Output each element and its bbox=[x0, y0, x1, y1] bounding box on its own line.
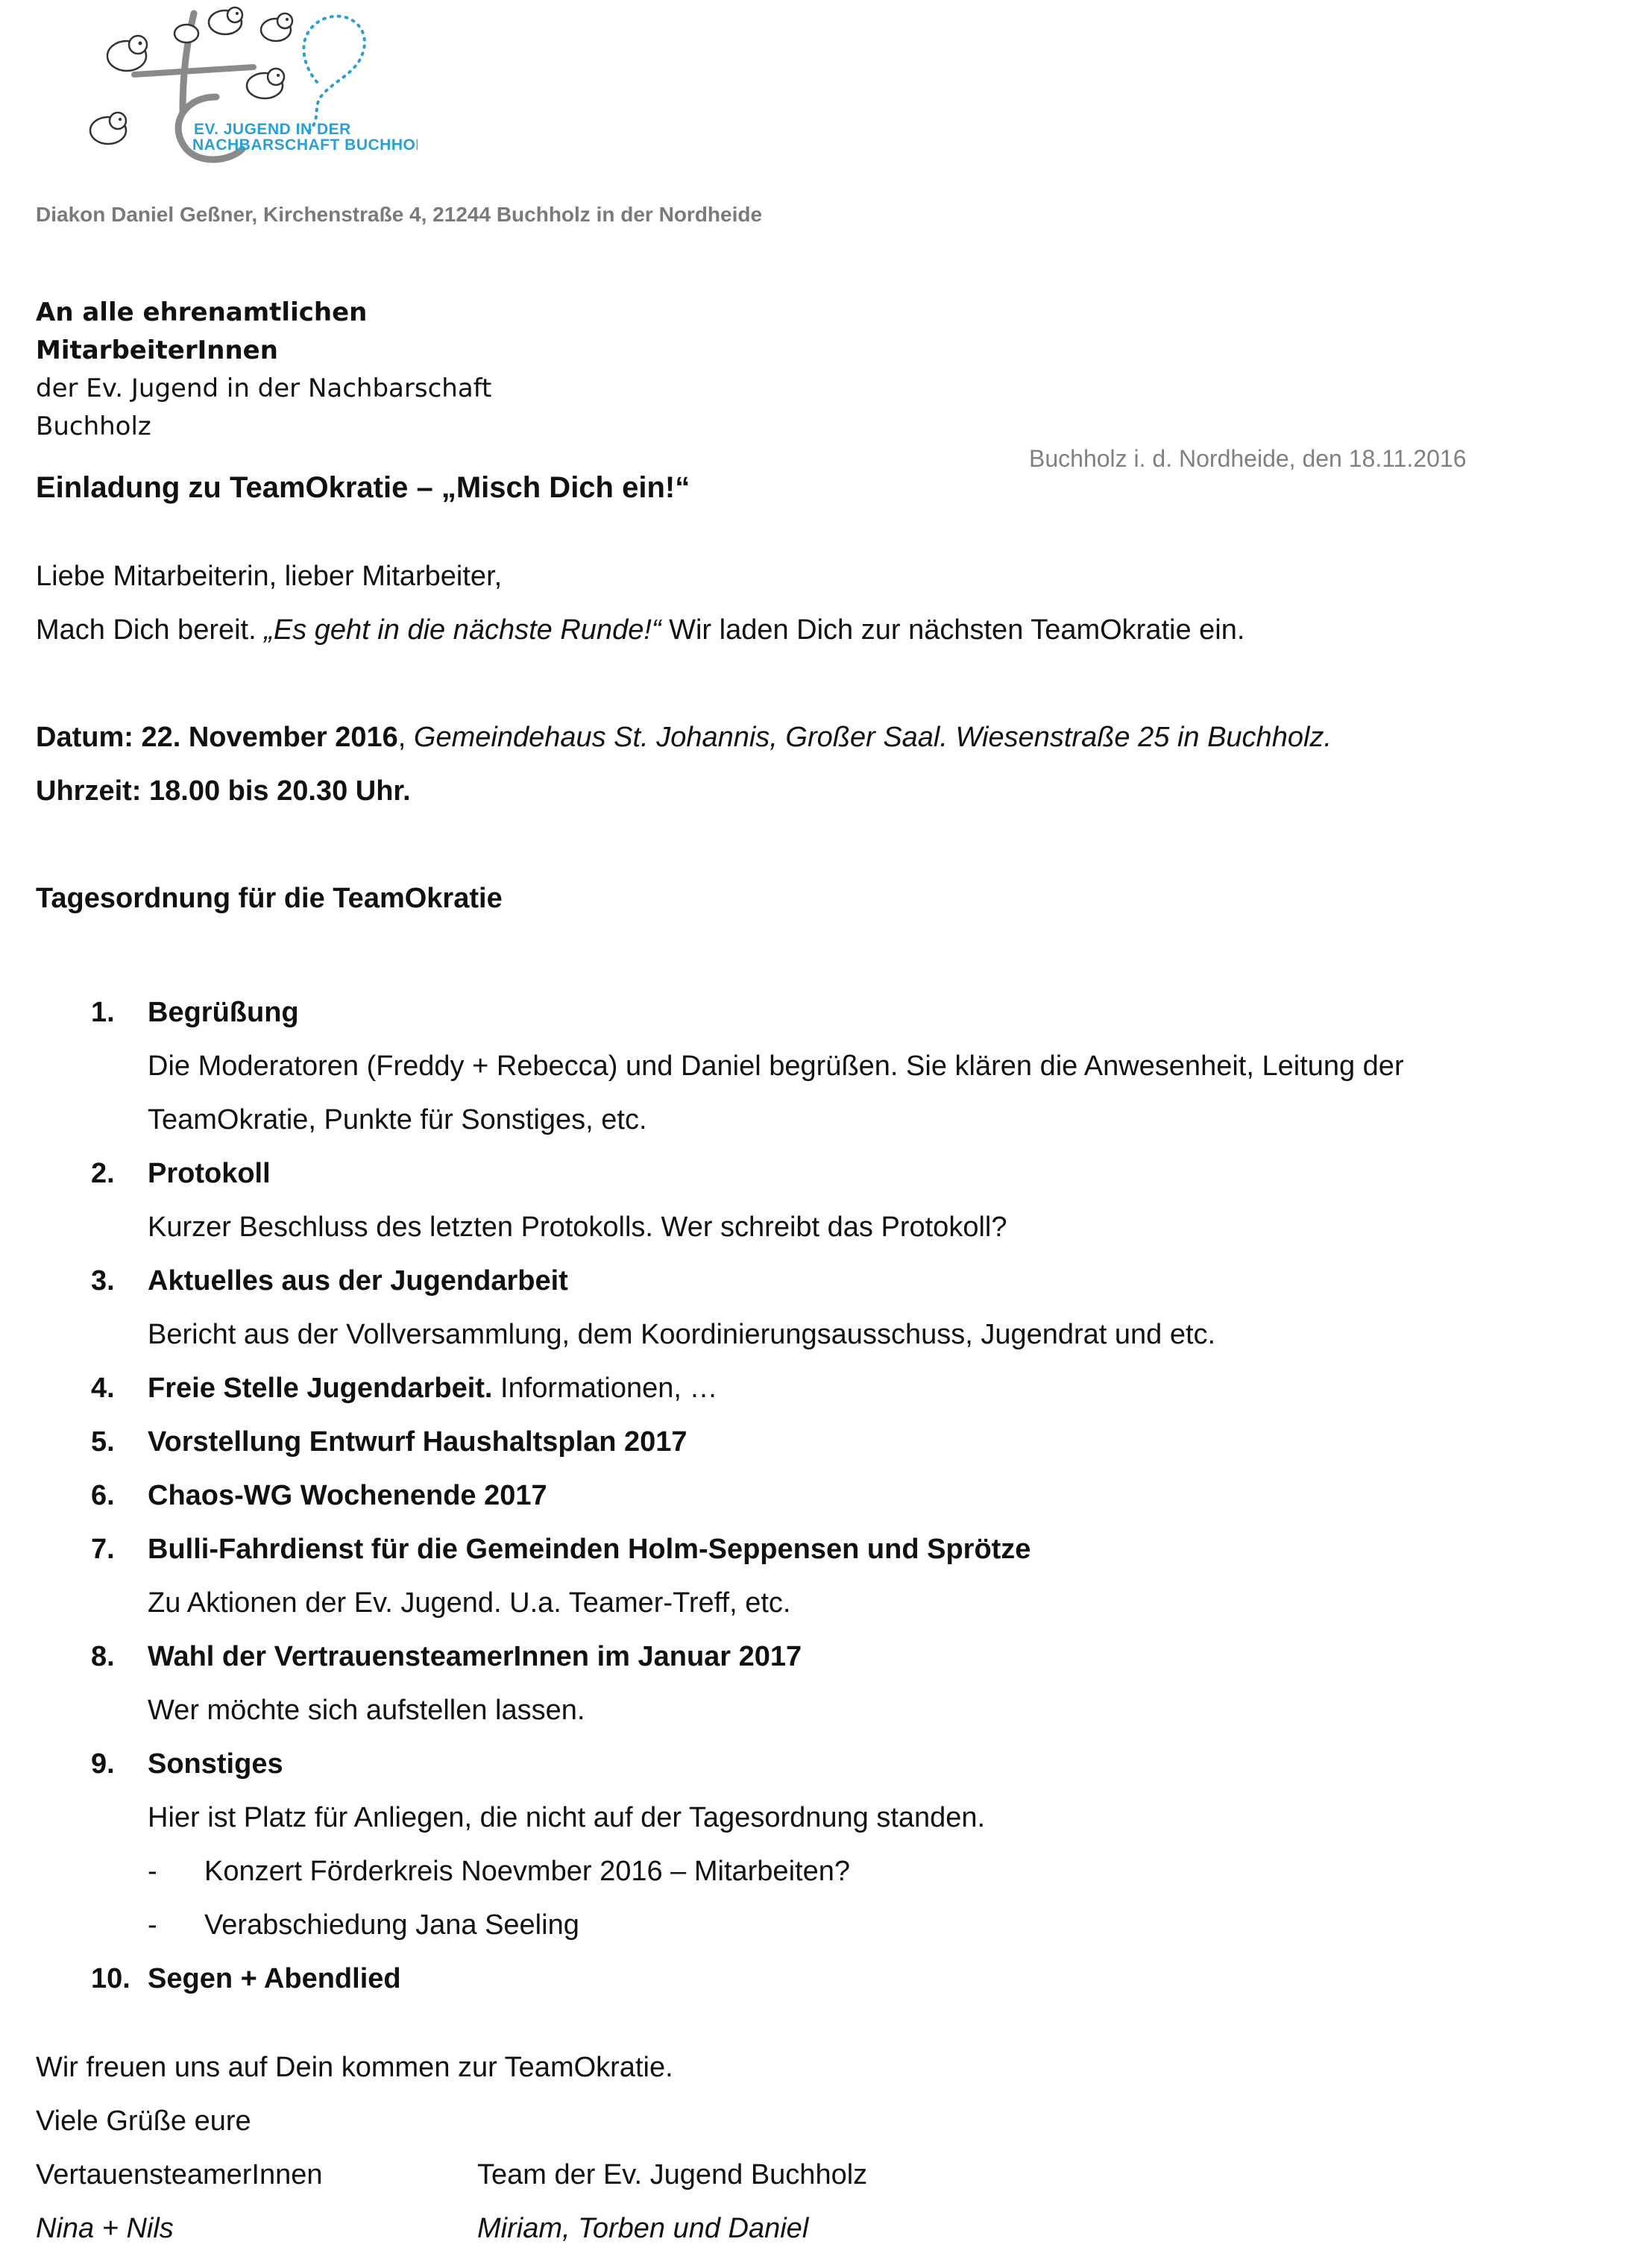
agenda-desc bbox=[36, 1093, 1572, 1147]
greeting: Liebe Mitarbeiterin, lieber Mitarbeiter, bbox=[36, 561, 503, 592]
subject-line: Einladung zu TeamOkratie – „Misch Dich ein!“ bbox=[36, 471, 690, 504]
agenda-desc-text: Die Moderatoren (Freddy + Rebecca) und Daniel begrüßen. Sie klären die Anwesenheit, Leitung der bbox=[148, 1050, 1404, 1082]
agenda-item bbox=[36, 1254, 1572, 1308]
agenda-number: 2. bbox=[91, 1158, 115, 1189]
event-date: Datum: 22. November 2016 bbox=[36, 722, 398, 753]
agenda-desc bbox=[36, 1683, 1572, 1737]
agenda-desc-text: Wer möchte sich aufstellen lassen. bbox=[148, 1695, 585, 1726]
agenda-number: 7. bbox=[91, 1534, 115, 1565]
agenda-number: 4. bbox=[91, 1373, 115, 1404]
agenda-item bbox=[36, 1469, 1572, 1522]
intro-text: Wir laden Dich zur nächsten TeamOkratie ein. bbox=[661, 614, 1245, 646]
letter-date: Buchholz i. d. Nordheide, den 18.11.2016 bbox=[1029, 445, 1467, 472]
agenda-desc bbox=[36, 1200, 1572, 1254]
signature-names-left: Nina + Nils bbox=[36, 2213, 174, 2244]
agenda-title: Sonstiges bbox=[148, 1748, 283, 1780]
agenda-title: Segen + Abendlied bbox=[148, 1963, 401, 1994]
agenda-item bbox=[36, 986, 1572, 1039]
agenda-subitem-text: Verabschiedung Jana Seeling bbox=[204, 1909, 579, 1941]
logo-text-line2: NACHBARSCHAFT BUCHHOLZ bbox=[192, 136, 418, 154]
agenda-number: 10. bbox=[91, 1963, 130, 1994]
signature-group-right: Team der Ev. Jugend Buchholz bbox=[477, 2159, 868, 2190]
agenda-item bbox=[36, 1952, 1572, 2006]
recipient-line: Buchholz bbox=[36, 412, 151, 441]
agenda-item bbox=[36, 1361, 1572, 1415]
agenda-list bbox=[36, 986, 1572, 2006]
closing-greeting: Viele Grüße eure bbox=[36, 2105, 251, 2137]
agenda-title: Chaos-WG Wochenende 2017 bbox=[148, 1480, 547, 1511]
closing-line: Wir freuen uns auf Dein kommen zur TeamOkratie. bbox=[36, 2052, 673, 2083]
event-date-line bbox=[36, 722, 1332, 754]
agenda-number: 6. bbox=[91, 1480, 115, 1511]
agenda-item bbox=[36, 1630, 1572, 1683]
agenda-desc-text: Bericht aus der Vollversammlung, dem Koordinierungsausschuss, Jugendrat und etc. bbox=[148, 1319, 1216, 1350]
agenda-desc-text: Kurzer Beschluss des letzten Protokolls. Wer schreibt das Protokoll? bbox=[148, 1212, 1007, 1243]
agenda-number: 3. bbox=[91, 1265, 115, 1297]
logo-text-line1: EV. JUGEND IN DER bbox=[194, 121, 351, 138]
agenda-title: Wahl der VertrauensteamerInnen im Januar 2017 bbox=[148, 1641, 802, 1672]
agenda-desc-text: TeamOkratie, Punkte für Sonstiges, etc. bbox=[148, 1104, 647, 1135]
signature-group-left: VertauensteamerInnen bbox=[36, 2159, 323, 2190]
signature-names-right: Miriam, Torben und Daniel bbox=[477, 2213, 809, 2244]
agenda-desc bbox=[36, 1308, 1572, 1361]
agenda-item bbox=[36, 1415, 1572, 1469]
agenda-desc bbox=[36, 1791, 1572, 1845]
recipient-line: MitarbeiterInnen bbox=[36, 336, 278, 365]
agenda-item bbox=[36, 1522, 1572, 1576]
sender-address: Diakon Daniel Geßner, Kirchenstraße 4, 21244 Buchholz in der Nordheide bbox=[36, 203, 763, 226]
bullet-dash: - bbox=[148, 1909, 157, 1941]
event-location: Gemeindehaus St. Johannis, Großer Saal. Wiesenstraße 25 in Buchholz. bbox=[413, 722, 1332, 753]
agenda-number: 5. bbox=[91, 1426, 115, 1458]
agenda-title: Vorstellung Entwurf Haushaltsplan 2017 bbox=[148, 1426, 687, 1458]
agenda-item bbox=[36, 1737, 1572, 1791]
agenda-subitem bbox=[36, 1845, 1572, 1898]
agenda-number: 9. bbox=[91, 1748, 115, 1780]
agenda-title: Bulli-Fahrdienst für die Gemeinden Holm-Seppensen und Sprötze bbox=[148, 1534, 1031, 1565]
logo-graphic-icon bbox=[30, 0, 418, 168]
recipient-line: An alle ehrenamtlichen bbox=[36, 297, 368, 327]
agenda-title: Protokoll bbox=[148, 1158, 271, 1189]
logo bbox=[30, 0, 418, 168]
agenda-desc-text: Hier ist Platz für Anliegen, die nicht auf der Tagesordnung standen. bbox=[148, 1802, 986, 1833]
agenda-number: 8. bbox=[91, 1641, 115, 1672]
separator: , bbox=[397, 722, 414, 753]
agenda-item bbox=[36, 1147, 1572, 1200]
agenda-subitem bbox=[36, 1898, 1572, 1952]
agenda-desc-text: Informationen, … bbox=[492, 1373, 718, 1404]
agenda-desc bbox=[36, 1576, 1572, 1630]
event-time: Uhrzeit: 18.00 bis 20.30 Uhr. bbox=[36, 775, 411, 807]
recipient-block bbox=[36, 294, 491, 446]
agenda-title: Aktuelles aus der Jugendarbeit bbox=[148, 1265, 568, 1297]
agenda-title: Tagesordnung für die TeamOkratie bbox=[36, 883, 503, 914]
intro-quote: „Es geht in die nächste Runde!“ bbox=[264, 614, 661, 646]
agenda-number: 1. bbox=[91, 997, 115, 1028]
bullet-dash: - bbox=[148, 1856, 157, 1887]
agenda-title: Freie Stelle Jugendarbeit. bbox=[148, 1373, 493, 1404]
agenda-desc-text: Zu Aktionen der Ev. Jugend. U.a. Teamer-Treff, etc. bbox=[148, 1587, 791, 1619]
recipient-line: der Ev. Jugend in der Nachbarschaft bbox=[36, 374, 492, 403]
agenda-subitem-text: Konzert Förderkreis Noevmber 2016 – Mitarbeiten? bbox=[204, 1856, 850, 1887]
agenda-desc bbox=[36, 1039, 1572, 1093]
intro-text: Mach Dich bereit. bbox=[36, 614, 265, 646]
intro-paragraph bbox=[36, 614, 1244, 646]
agenda-title: Begrüßung bbox=[148, 997, 299, 1028]
